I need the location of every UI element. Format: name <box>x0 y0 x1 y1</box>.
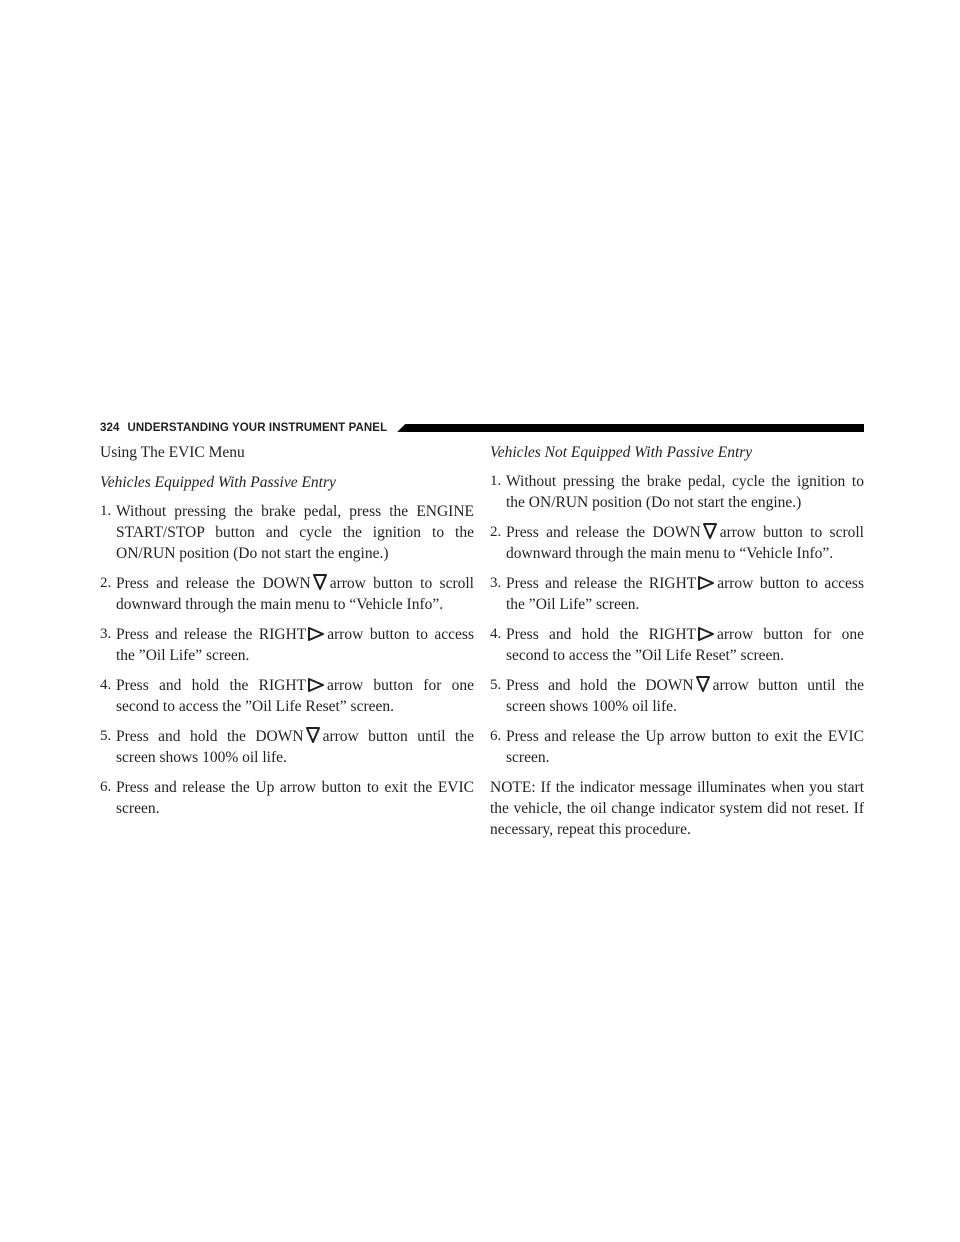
left-column <box>100 442 474 828</box>
passive-entry-subheading: Vehicles Equipped With Passive Entry <box>100 474 336 491</box>
list-item: 5. Press and hold the DOWN arrow button until the screen shows 100% oil life. <box>490 677 864 715</box>
list-item: 2. Press and release the DOWN arrow button to scroll downward through the main menu to “Vehicle Info”. <box>100 575 474 613</box>
right-arrow-icon <box>698 576 714 590</box>
list-item: 3. Press and release the RIGHT arrow button to access the ”Oil Life” screen. <box>490 575 864 613</box>
list-item: 6. Press and release the Up arrow button to exit the EVIC screen. <box>100 779 474 817</box>
list-item: 2. Press and release the DOWN arrow button to scroll downward through the main menu to “Vehicle Info”. <box>490 524 864 562</box>
right-column <box>490 442 864 840</box>
page-header <box>100 419 864 437</box>
down-arrow-icon <box>696 676 710 692</box>
list-item: 5. Press and hold the DOWN arrow button until the screen shows 100% oil life. <box>100 728 474 766</box>
list-item: 4. Press and hold the RIGHT arrow button for one second to access the ”Oil Life Reset” screen. <box>490 626 864 664</box>
note-label: NOTE: <box>490 779 536 796</box>
list-item: 1. Without pressing the brake pedal, cycle the ignition to the ON/RUN position (Do not start the engine.) <box>490 473 864 511</box>
right-arrow-icon <box>308 627 324 641</box>
right-arrow-icon <box>308 678 324 692</box>
list-item: 1. Without pressing the brake pedal, press the ENGINE START/STOP button and cycle the ignition to the ON/RUN position (Do not start the engine.) <box>100 503 474 562</box>
passive-entry-steps <box>100 501 474 819</box>
right-arrow-icon <box>698 627 714 641</box>
down-arrow-icon <box>703 523 717 539</box>
section-title: UNDERSTANDING YOUR INSTRUMENT PANEL <box>127 422 388 434</box>
page-number: 324 <box>100 422 120 434</box>
note-paragraph <box>490 777 864 840</box>
down-arrow-icon <box>306 727 320 743</box>
no-passive-entry-steps <box>490 471 864 768</box>
list-item: 3. Press and release the RIGHT arrow button to access the ”Oil Life” screen. <box>100 626 474 664</box>
header-rule <box>397 424 864 432</box>
note-text: If the indicator message illuminates when you start the vehicle, the oil change indicator system did not reset. If necessary, repeat this procedure. <box>490 779 864 838</box>
list-item: 4. Press and hold the RIGHT arrow button for one second to access the ”Oil Life Reset” screen. <box>100 677 474 715</box>
down-arrow-icon <box>313 574 327 590</box>
list-item: 6. Press and release the Up arrow button to exit the EVIC screen. <box>490 728 864 766</box>
menu-heading: Using The EVIC Menu <box>100 444 245 461</box>
no-passive-entry-subheading: Vehicles Not Equipped With Passive Entry <box>490 444 753 461</box>
